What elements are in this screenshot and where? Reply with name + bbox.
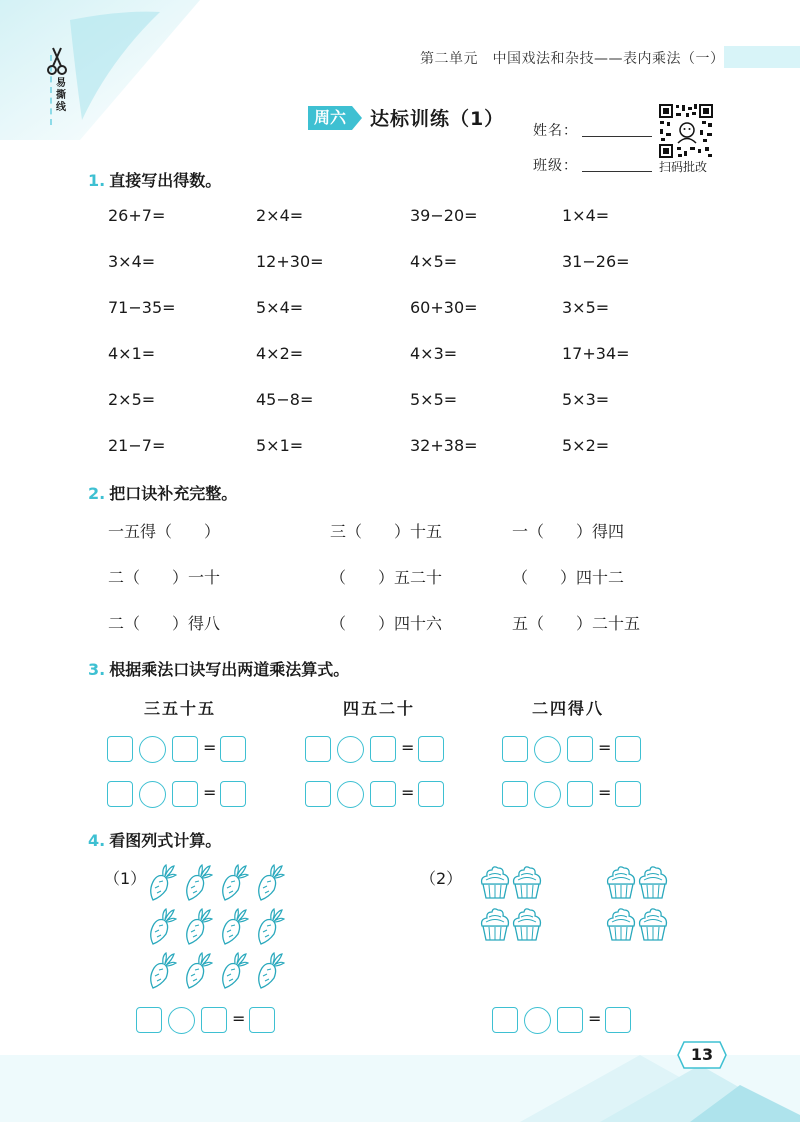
page-number: 13 (690, 1045, 714, 1064)
answer-box[interactable] (492, 1007, 518, 1033)
calc-item: 39−20= (410, 206, 478, 225)
scissors-icon (44, 46, 70, 76)
cupcake-icon (514, 909, 541, 940)
answer-box[interactable] (305, 736, 331, 762)
calc-item: 5×5= (410, 390, 458, 409)
answer-box[interactable] (305, 781, 331, 807)
calc-item: 32+38= (410, 436, 478, 455)
operator-circle[interactable] (168, 1007, 195, 1034)
answer-box[interactable] (567, 736, 593, 762)
name-label: 姓名： (533, 123, 578, 139)
cupcake-icon (608, 867, 635, 898)
equals-sign: = (598, 783, 612, 802)
answer-box[interactable] (615, 736, 641, 762)
answer-box[interactable] (370, 781, 396, 807)
calc-item: 4×1= (108, 344, 156, 363)
answer-box[interactable] (136, 1007, 162, 1033)
equation-row (107, 736, 247, 762)
operator-circle[interactable] (534, 736, 561, 763)
section-3-title: 3. 根据乘法口诀写出两道乘法算式。 (88, 660, 350, 679)
answer-box[interactable] (567, 781, 593, 807)
rhyme-blank[interactable]: 二（ ）得八 (108, 614, 221, 633)
carrot-icon (223, 865, 248, 900)
equation-row (305, 781, 445, 807)
carrot-icon (187, 953, 212, 988)
answer-box[interactable] (615, 781, 641, 807)
day-badge: 周六 (308, 106, 352, 130)
answer-box[interactable] (172, 781, 198, 807)
answer-box[interactable] (370, 736, 396, 762)
rhyme-label: 四五二十 (343, 699, 416, 718)
equation-row (305, 736, 445, 762)
cupcake-icon (640, 867, 667, 898)
answer-box[interactable] (249, 1007, 275, 1033)
carrot-icon (151, 909, 176, 944)
calc-item: 3×5= (562, 298, 610, 317)
equation-row (136, 1007, 278, 1033)
answer-box[interactable] (107, 781, 133, 807)
rhyme-blank[interactable]: 一（ ）得四 (512, 522, 625, 541)
qr-code[interactable] (658, 103, 714, 159)
operator-circle[interactable] (337, 781, 364, 808)
rhyme-label: 三五十五 (144, 699, 217, 718)
unit-header: 第二单元 中国戏法和杂技——表内乘法（一） (420, 51, 725, 67)
problem-2-label: （2） (420, 869, 463, 888)
answer-box[interactable] (502, 781, 528, 807)
calc-item: 1×4= (562, 206, 610, 225)
calc-item: 17+34= (562, 344, 630, 363)
equals-sign: = (203, 738, 217, 757)
calc-item: 60+30= (410, 298, 478, 317)
calc-item: 45−8= (256, 390, 314, 409)
cupcakes-illustration (478, 860, 678, 950)
operator-circle[interactable] (534, 781, 561, 808)
calc-item: 5×3= (562, 390, 610, 409)
operator-circle[interactable] (139, 736, 166, 763)
qr-caption: 扫码批改 (659, 160, 708, 174)
rhyme-label: 二四得八 (532, 699, 605, 718)
carrots-illustration (140, 860, 300, 996)
calc-item: 26+7= (108, 206, 166, 225)
carrot-icon (259, 865, 284, 900)
equals-sign: = (203, 783, 217, 802)
calc-item: 4×2= (256, 344, 304, 363)
carrot-icon (259, 953, 284, 988)
section-4-title: 4. 看图列式计算。 (88, 831, 222, 850)
equals-sign: = (588, 1009, 602, 1028)
answer-box[interactable] (502, 736, 528, 762)
equation-row (107, 781, 247, 807)
answer-box[interactable] (418, 781, 444, 807)
equals-sign: = (598, 738, 612, 757)
corner-decoration (0, 0, 200, 140)
rhyme-blank[interactable]: 一五得（ ） (108, 522, 221, 541)
header-band (724, 46, 800, 68)
equation-row (502, 781, 642, 807)
answer-box[interactable] (220, 736, 246, 762)
rhyme-blank[interactable]: 五（ ）二十五 (512, 614, 641, 633)
calc-item: 5×4= (256, 298, 304, 317)
equals-sign: = (401, 783, 415, 802)
rhyme-blank[interactable]: 二（ ）一十 (108, 568, 221, 587)
operator-circle[interactable] (524, 1007, 551, 1034)
equation-row (502, 736, 642, 762)
cut-line-label: 易撕线 (56, 78, 66, 113)
carrot-icon (259, 909, 284, 944)
cupcake-icon (640, 909, 667, 940)
rhyme-blank[interactable]: （ ）四十二 (512, 568, 625, 587)
section-2-title: 2. 把口诀补充完整。 (88, 484, 238, 503)
equation-row (492, 1007, 634, 1033)
calc-item: 4×5= (410, 252, 458, 271)
carrot-icon (223, 953, 248, 988)
answer-box[interactable] (107, 736, 133, 762)
class-label: 班级： (533, 158, 578, 174)
carrot-icon (187, 909, 212, 944)
answer-box[interactable] (605, 1007, 631, 1033)
answer-box[interactable] (220, 781, 246, 807)
answer-box[interactable] (172, 736, 198, 762)
page-title: 达标训练（1） (370, 108, 505, 130)
answer-box[interactable] (418, 736, 444, 762)
carrot-icon (151, 953, 176, 988)
cupcake-icon (514, 867, 541, 898)
carrot-icon (187, 865, 212, 900)
equals-sign: = (232, 1009, 246, 1028)
cupcake-icon (482, 867, 509, 898)
rhyme-blank[interactable]: 三（ ）十五 (330, 522, 443, 541)
calc-item: 5×2= (562, 436, 610, 455)
calc-item: 2×5= (108, 390, 156, 409)
calc-item: 5×1= (256, 436, 304, 455)
calc-item: 4×3= (410, 344, 458, 363)
carrot-icon (223, 909, 248, 944)
rhyme-blank[interactable]: （ ）五二十 (330, 568, 443, 587)
carrot-icon (151, 865, 176, 900)
calc-item: 71−35= (108, 298, 176, 317)
equals-sign: = (401, 738, 415, 757)
name-field[interactable] (582, 136, 652, 137)
operator-circle[interactable] (337, 736, 364, 763)
cupcake-icon (482, 909, 509, 940)
answer-box[interactable] (201, 1007, 227, 1033)
answer-box[interactable] (557, 1007, 583, 1033)
section-1-title: 1. 直接写出得数。 (88, 171, 222, 190)
problem-1-label: （1） (104, 869, 147, 888)
rhyme-blank[interactable]: （ ）四十六 (330, 614, 443, 633)
calc-item: 2×4= (256, 206, 304, 225)
calc-item: 3×4= (108, 252, 156, 271)
operator-circle[interactable] (139, 781, 166, 808)
calc-item: 31−26= (562, 252, 630, 271)
calc-item: 21−7= (108, 436, 166, 455)
class-field[interactable] (582, 171, 652, 172)
calc-item: 12+30= (256, 252, 324, 271)
cupcake-icon (608, 909, 635, 940)
